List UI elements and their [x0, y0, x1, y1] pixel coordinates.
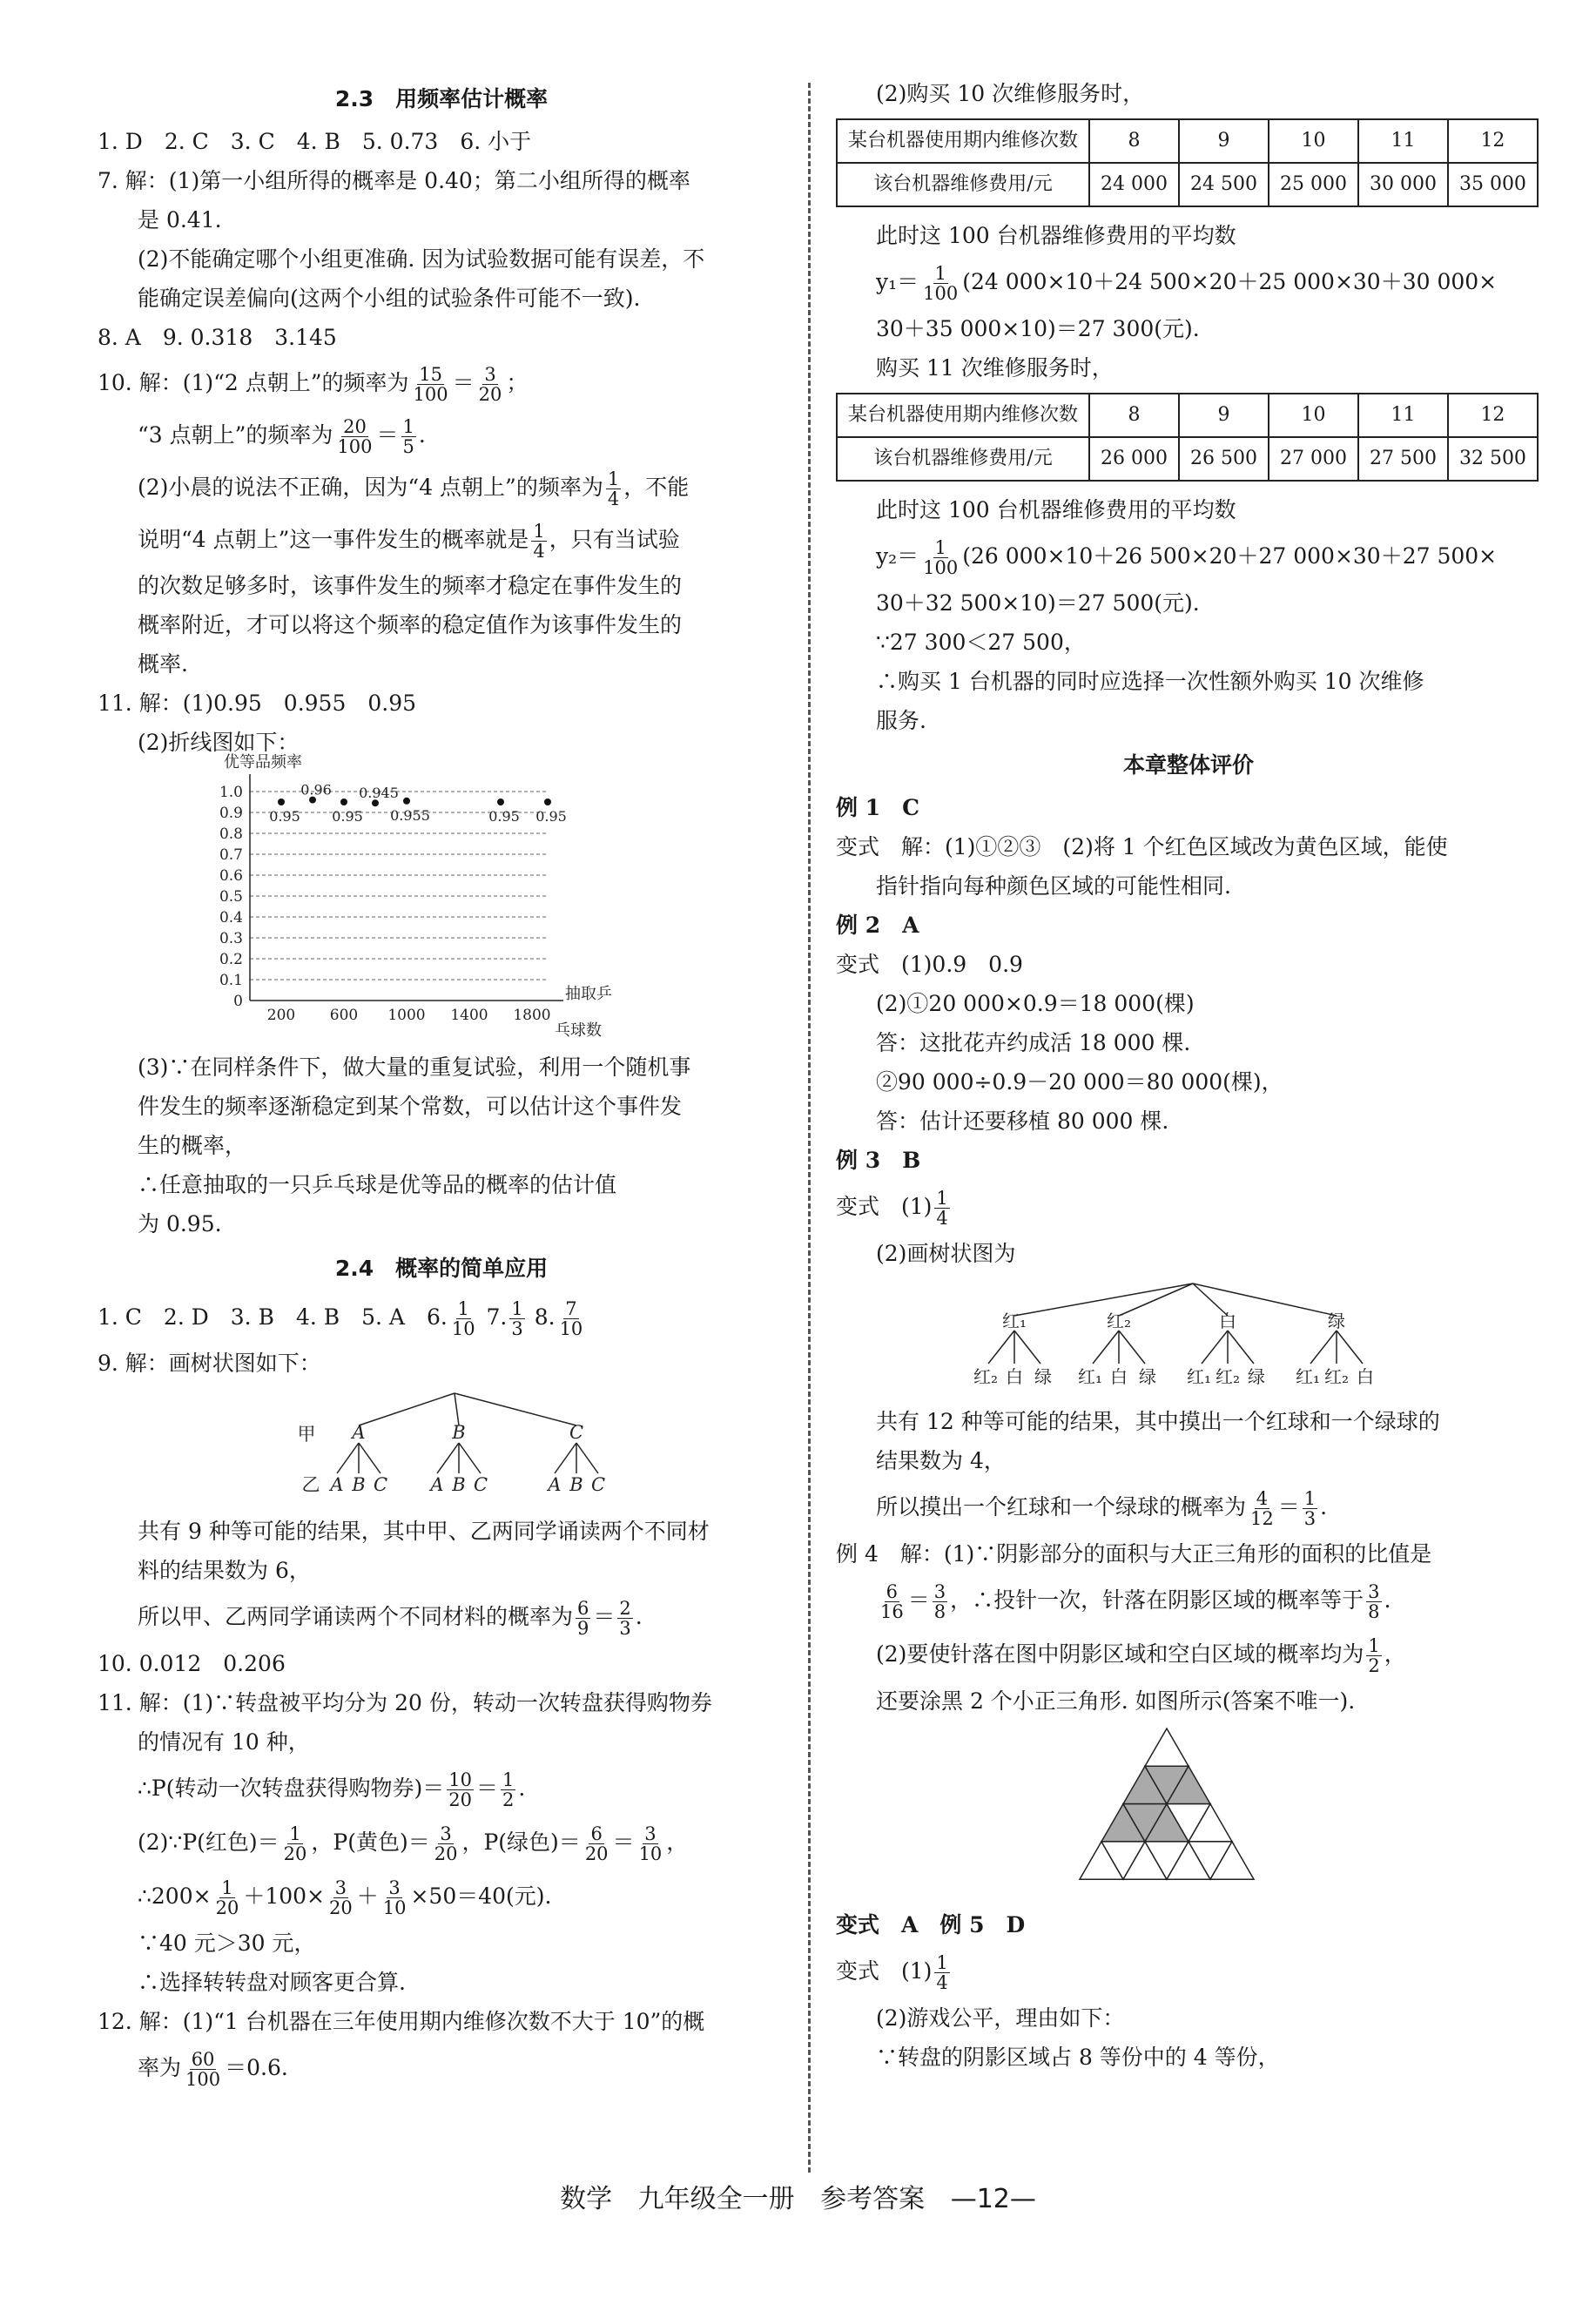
answer-line: 答：这批花卉约成活 18 000 棵.	[876, 1030, 1191, 1055]
cost-table-10	[836, 118, 1539, 207]
tree-leaf: C	[590, 1474, 606, 1495]
x-axis-label: 乓球数	[555, 1021, 602, 1040]
x-tick-label: 1800	[513, 1007, 551, 1024]
y-tick-label: 1.0	[219, 784, 243, 801]
y-tick-label: 0	[233, 993, 243, 1010]
data-label: 0.955	[390, 806, 430, 824]
answer-line: 例 2 A	[836, 913, 919, 938]
tree-leaf: 红₁	[1077, 1366, 1103, 1387]
tree-leaf: 绿	[1034, 1366, 1052, 1387]
answer-line: 服务.	[876, 708, 926, 733]
tree-leaf: A	[330, 1474, 344, 1495]
answer-line: 10. 0.012 0.206	[98, 1651, 286, 1676]
tree-node: 绿	[1328, 1311, 1345, 1331]
answer-line: 的次数足够多时，该事件发生的频率才稳定在事件发生的	[138, 573, 683, 598]
answer-line: 答：估计还要移植 80 000 棵.	[876, 1108, 1169, 1134]
table-cell: 24 000	[1089, 163, 1179, 206]
y-tick-label: 0.1	[219, 972, 243, 989]
tree-leaf: C	[373, 1474, 388, 1495]
tree-leaf: B	[352, 1474, 366, 1495]
footer-grade: 九年级全一册	[637, 2184, 795, 2214]
answer-line: 共有 12 种等可能的结果，其中摸出一个红球和一个绿球的	[876, 1409, 1440, 1434]
answer-line: 的情况有 10 种，	[138, 1729, 310, 1755]
table-cell: 10	[1269, 394, 1358, 437]
answer-line: 7. 解：(1)第一小组所得的概率是 0.40；第二小组所得的概率	[98, 168, 690, 193]
answer-line: 11. 解：(1)∵转盘被平均分为 20 份，转动一次转盘获得购物券	[98, 1690, 712, 1715]
answer-line: 为 0.95.	[138, 1211, 222, 1236]
answer-line: 所以摸出一个红球和一个绿球的概率为 $\frac{4}{12}$ ＝ $\frac{1}{3}$ .	[876, 1488, 1328, 1529]
answer-line: 生的概率，	[138, 1133, 247, 1158]
section-title: 本章整体评价	[1122, 752, 1254, 778]
table-cell: 26 500	[1179, 437, 1269, 481]
x-tick-label: 1000	[387, 1007, 426, 1024]
answer-line: 购买 11 次维修服务时，	[876, 355, 1114, 381]
table-cell: 35 000	[1448, 163, 1538, 206]
tree-node: A	[352, 1422, 366, 1443]
data-label: 0.95	[269, 808, 300, 825]
answer-line: ∵转盘的阴影区域占 8 等份中的 4 等份，	[876, 2045, 1280, 2070]
data-label: 0.96	[300, 781, 332, 798]
data-point	[278, 798, 285, 805]
tree-leaf: 红₁	[1186, 1366, 1212, 1387]
tree-leaf: 白	[1006, 1366, 1023, 1387]
answer-line: 10. 解：(1)“2 点朝上”的频率为 $\frac{15}{100}$ ＝ $\frac{3}{20}$ ；	[98, 364, 529, 405]
tree-diagram	[966, 1277, 1454, 1398]
answer-line: 率为 $\frac{60}{100}$ ＝0.6.	[138, 2049, 288, 2090]
answer-line: 变式 (1) $\frac{1}{4}$	[836, 1952, 948, 1993]
section-title: 2.4 概率的简单应用	[334, 1256, 549, 1281]
answer-line: 此时这 100 台机器维修费用的平均数	[876, 497, 1236, 522]
tree-leaf: 白	[1357, 1366, 1374, 1387]
y-tick-label: 0.7	[219, 846, 243, 864]
y-tick-label: 0.2	[219, 951, 243, 968]
answer-line: (2)∵P(红色)＝ $\frac{1}{20}$ ，P(黄色)＝ $\frac{3}{20}$ ，P(绿色)＝ $\frac{6}{20}$ ＝ $\frac{3}{10}$ ，	[138, 1823, 689, 1864]
tree-node: 红₂	[1106, 1311, 1132, 1331]
answer-line: 例 3 B	[836, 1148, 921, 1173]
data-label: 0.95	[488, 808, 520, 825]
table-cell: 27 500	[1358, 437, 1448, 481]
answer-line: 所以甲、乙两同学诵读两个不同材料的概率为 $\frac{6}{9}$ ＝ $\frac{2}{3}$ .	[138, 1598, 643, 1639]
tree-node: 红₁	[1001, 1311, 1027, 1331]
answer-line: “3 点朝上”的频率为 $\frac{20}{100}$ ＝ $\frac{1}{5}$ .	[138, 416, 426, 457]
tree-node: 白	[1219, 1311, 1236, 1331]
tree-label: 甲	[297, 1424, 316, 1445]
answer-line: (2)购买 10 次维修服务时，	[876, 81, 1145, 106]
right-column	[836, 74, 1541, 2077]
data-label: 0.95	[535, 808, 567, 825]
answer-line: 变式 (1)0.9 0.9	[836, 952, 1023, 977]
tree-leaf: 绿	[1139, 1366, 1156, 1387]
line-chart	[202, 753, 620, 1044]
answer-line: 说明“4 点朝上”这一事件发生的概率就是 $\frac{1}{4}$ ，只有当试验	[138, 521, 680, 562]
answer-line: 1. D 2. C 3. C 4. B 5. 0.73 6. 小于	[98, 129, 532, 154]
tree-leaf: A	[548, 1474, 562, 1495]
answer-line: 此时这 100 台机器维修费用的平均数	[876, 223, 1236, 248]
y-tick-label: 0.5	[219, 888, 243, 906]
table-header-cell: 某台机器使用期内维修次数	[837, 394, 1089, 437]
table-header-cell: 某台机器使用期内维修次数	[837, 119, 1089, 163]
tree-leaf: 红₂	[1215, 1366, 1241, 1387]
answer-line: ∴选择转转盘对顾客更合算.	[138, 1970, 406, 1995]
answer-line: (2)①20 000×0.9＝18 000(棵)	[876, 991, 1195, 1016]
table-header-cell: 该台机器维修费用/元	[837, 163, 1089, 206]
answer-line: ∵27 300＜27 500，	[876, 630, 1086, 655]
table-cell: 11	[1358, 394, 1448, 437]
tree-diagram	[289, 1386, 742, 1508]
answer-line: ②90 000÷0.9－20 000＝80 000(棵)，	[876, 1069, 1283, 1095]
table-cell: 27 000	[1269, 437, 1358, 481]
answer-line: 件发生的频率逐渐稳定到某个常数，可以估计这个事件发	[138, 1094, 683, 1119]
answer-line: ∵40 元＞30 元，	[138, 1931, 316, 1956]
data-label: 0.95	[332, 808, 363, 825]
tree-leaf: 红₂	[973, 1366, 999, 1387]
answer-line: 变式 (1) $\frac{1}{4}$	[836, 1188, 948, 1229]
answer-line: 概率.	[138, 651, 188, 677]
table-cell: 9	[1179, 394, 1269, 437]
table-cell: 8	[1089, 394, 1179, 437]
left-column	[98, 74, 785, 2095]
data-point	[403, 798, 410, 805]
table-cell: 24 500	[1179, 163, 1269, 206]
answer-line: 指针指向每种颜色区域的可能性相同.	[876, 873, 1231, 899]
answer-line: ∴200× $\frac{1}{20}$ ＋100× $\frac{3}{20}$ ＋ $\frac{3}{10}$ ×50＝40(元).	[138, 1877, 552, 1918]
tree-leaf: B	[569, 1474, 583, 1495]
answer-line: 变式 A 例 5 D	[836, 1912, 1026, 1937]
tree-leaf: B	[452, 1474, 466, 1495]
x-tick-label: 1400	[450, 1007, 488, 1024]
table-cell: 25 000	[1269, 163, 1358, 206]
answer-line: y₁＝ $\frac{1}{100}$ (24 000×10＋24 500×20＋25 000×30＋30 000×	[876, 263, 1498, 304]
tree-leaf: C	[473, 1474, 488, 1495]
answer-line: ∴购买 1 台机器的同时应选择一次性额外购买 10 次维修	[876, 669, 1424, 694]
answer-line: (2)折线图如下：	[138, 730, 300, 755]
answer-line: (2)要使针落在图中阴影区域和空白区域的概率均为 $\frac{1}{2}$ ，	[876, 1635, 1406, 1676]
footer-subject: 数学	[560, 2184, 613, 2214]
tree-node: B	[452, 1422, 466, 1443]
answer-line: 12. 解：(1)“1 台机器在三年使用期内维修次数不大于 10”的概	[98, 2009, 705, 2034]
y-tick-label: 0.8	[219, 825, 243, 843]
answer-line: 料的结果数为 6，	[138, 1558, 311, 1583]
table-cell: 30 000	[1358, 163, 1448, 206]
table-cell: 12	[1448, 119, 1538, 163]
y-tick-label: 0.4	[219, 909, 243, 927]
answer-line: (2)不能确定哪个小组更准确. 因为试验数据可能有误差，不	[138, 246, 705, 272]
tree-leaf: 白	[1110, 1366, 1128, 1387]
page-number: —12—	[950, 2184, 1036, 2214]
answer-line: 能确定误差偏向(这两个小组的试验条件可能不一致).	[138, 286, 641, 311]
table-cell: 12	[1448, 394, 1538, 437]
y-tick-label: 0.3	[219, 930, 243, 947]
answer-line: 是 0.41.	[138, 207, 222, 232]
answer-line: 30＋32 500×10)＝27 500(元).	[876, 590, 1200, 616]
answer-line: 共有 9 种等可能的结果，其中甲、乙两同学诵读两个不同材	[138, 1519, 710, 1544]
answer-line: (2)画树状图为	[876, 1241, 1016, 1266]
answer-line: 1. C 2. D 3. B 4. B 5. A 6. $\frac{1}{10}$ 7. $\frac{1}{3}$ 8. $\frac{7}{10}$	[98, 1298, 583, 1339]
answer-line: 9. 解：画树状图如下：	[98, 1351, 321, 1376]
answer-line: 30＋35 000×10)＝27 300(元).	[876, 316, 1200, 341]
triangle-figure	[1075, 1724, 1267, 1890]
answer-line: (2)小晨的说法不正确，因为“4 点朝上”的频率为 $\frac{1}{4}$ ，不能	[138, 468, 690, 509]
y-tick-label: 0.9	[219, 805, 243, 822]
data-point	[497, 798, 504, 805]
x-tick-label: 600	[329, 1007, 359, 1024]
small-triangle	[1145, 1728, 1189, 1766]
tree-leaf: 红₁	[1295, 1366, 1321, 1387]
tree-label: 乙	[301, 1474, 320, 1495]
answer-line: 变式 解：(1)①②③ (2)将 1 个红色区域改为黄色区域，能使	[836, 834, 1448, 859]
x-axis-label: 抽取乒	[565, 985, 612, 1003]
table-cell: 32 500	[1448, 437, 1538, 481]
tree-leaf: 绿	[1248, 1366, 1265, 1387]
y-tick-label: 0.6	[219, 867, 243, 885]
answer-line: ∴任意抽取的一只乒乓球是优等品的概率的估计值	[138, 1172, 617, 1197]
answer-line: 结果数为 4，	[876, 1448, 1006, 1473]
tree-node: C	[569, 1422, 584, 1443]
answer-line: 8. A 9. 0.318 3.145	[98, 325, 337, 350]
table-header-cell: 该台机器维修费用/元	[837, 437, 1089, 481]
data-point	[340, 798, 347, 805]
data-label: 0.945	[359, 785, 399, 802]
answer-line: 例 1 C	[836, 795, 919, 820]
section-title: 2.3 用频率估计概率	[334, 86, 549, 111]
y-axis-label: 优等品频率	[224, 753, 302, 772]
table-cell: 10	[1269, 119, 1358, 163]
column-divider	[808, 83, 811, 2173]
answer-line: $\frac{6}{16}$ ＝ $\frac{3}{8}$ ，∴投针一次，针落在阴影区域的概率等于 $\frac{3}{8}$ .	[880, 1581, 1391, 1622]
answer-line: 还要涂黑 2 个小正三角形. 如图所示(答案不唯一).	[876, 1688, 1356, 1714]
answer-line: 11. 解：(1)0.95 0.955 0.95	[98, 691, 417, 716]
page-footer	[0, 2177, 1596, 2215]
table-cell: 26 000	[1089, 437, 1179, 481]
footer-label: 参考答案	[820, 2184, 926, 2214]
data-point	[544, 798, 551, 805]
x-tick-label: 200	[266, 1007, 296, 1024]
cost-table-11	[836, 393, 1539, 482]
answer-line: y₂＝ $\frac{1}{100}$ (26 000×10＋26 500×20＋27 000×30＋27 500×	[876, 537, 1498, 578]
table-cell: 9	[1179, 119, 1269, 163]
table-cell: 11	[1358, 119, 1448, 163]
answer-line: 概率附近，才可以将这个频率的稳定值作为该事件发生的	[138, 612, 683, 637]
tree-leaf: 红₂	[1323, 1366, 1350, 1387]
answer-line: (2)游戏公平，理由如下：	[876, 2005, 1125, 2031]
answer-line: ∴P(转动一次转盘获得购物券)＝ $\frac{10}{20}$ ＝ $\frac{1}{2}$ .	[138, 1769, 526, 1810]
answer-line: 例 4 解：(1)∵阴影部分的面积与大正三角形的面积的比值是	[836, 1541, 1432, 1567]
answer-line: (3)∵在同样条件下，做大量的重复试验，利用一个随机事	[138, 1055, 691, 1080]
table-cell: 8	[1089, 119, 1179, 163]
tree-leaf: A	[430, 1474, 444, 1495]
